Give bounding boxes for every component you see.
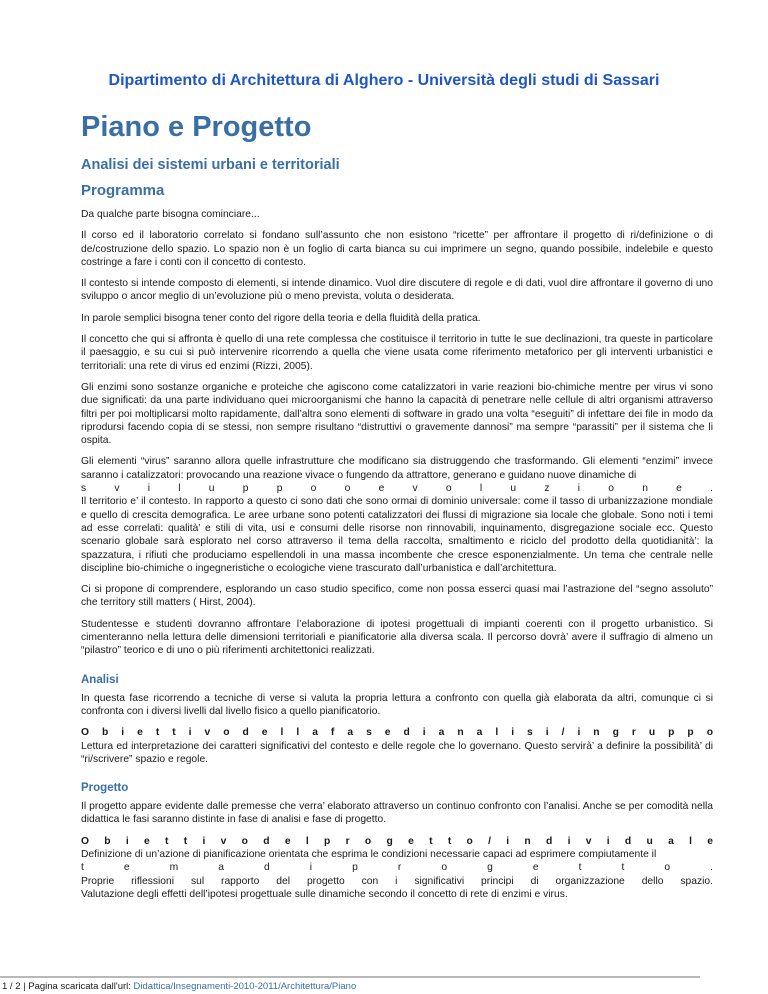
- progetto-heading: Progetto: [81, 782, 129, 795]
- analisi-heading: Analisi: [81, 673, 119, 686]
- closing-paragraph-1: Ci si propone di comprendere, esplorando un caso studio specifico, come non possa esserci quasi mai l’astrazione del “segno assoluto” che territory still matters ( Hirst, 2004).: [81, 584, 713, 609]
- footer-divider: [0, 976, 700, 978]
- programma-paragraph-5: Il concetto che qui si affronta è quello di una rete complessa che costituisce il territorio in tutte le sue declinazioni, tra queste in particolare il paesaggio, e su cui si può intervenire ricorrendo a quella che viene usata come riferimento metaforico per gli interventi urbanistici e territoriali: una rete di virus ed enzimi (Rizzi, 2005).: [81, 334, 713, 372]
- page-title: Piano e Progetto: [81, 111, 312, 143]
- programma-paragraph-6: Gli enzimi sono sostanze organiche e proteiche che agiscono come catalizzatori in varie reazioni bio-chimiche mentre per virus vi sono due significati: da una parte individuano quei microorganismi che hanno la capacità di penetrare nelle cellule di altri organismi attraverso filtri per poi moltiplicarsi molto rapidamente, dall’altra sono elementi di software in grado una volta “eseguiti” di infettare dei file in modo da riprodursi facendo copia di se stessi, non sempre risultano “distruttivi o gravemente dannosi” ma sempre “parassiti” per il sistema che li ospita.: [81, 381, 713, 447]
- elementi-spaced-line: s v i l u p p o o e v o l u z i o n e .: [81, 483, 713, 495]
- programma-paragraph-3: Il contesto si intende composto di elementi, si intende dinamico. Vuol dire discutere di regole e di dati, vuol dire affrontare il governo di uno sviluppo o ancor meglio di un’evoluzione più o meno prevista, voluta o desiderata.: [81, 278, 713, 303]
- analisi-obiettivo-label: O b i e t t i v o d e l l a f a s e d i a n a l i s i / i n g r u p p o: [81, 727, 713, 739]
- progetto-riflessioni-line: Proprie riflessioni sul rapporto del progetto con i significativi principi di organizzazione dello spazio.: [81, 875, 713, 887]
- progetto-obiettivo: [81, 835, 713, 901]
- closing-paragraph-2: Studentesse e studenti dovranno affrontare l’elaborazione di ipotesi progettuali di impianti coerenti con il progetto urbanistico. Si cimenteranno nella lettura delle dimensioni territoriali e pianificatorie alla diversa scala. Il percorso dovrà’ avere il suffragio di almeno un “pilastro” teorico e di uno o più riferimenti architettonici realizzati.: [81, 618, 713, 657]
- elementi-intro: Gli elementi “virus” saranno allora quelle infrastrutture che modificano sia distruggendo che trasformando. Gli elementi “enzimi” invece saranno i catalizzatori: provocando una reazione vivace o fungendo da attrattore, generano e guidano nuove dinamiche di: [81, 456, 713, 481]
- analisi-paragraph: In questa fase ricorrendo a tecniche di verse si valuta la propria lettura a confronto con quella già elaborata da altri, comunque ci si confronta con i diversi livelli dal livello fisico a quello pianificatorio.: [81, 692, 713, 717]
- programma-paragraph-2: Il corso ed il laboratorio correlato si fondano sull’assunto che non esistono “ricette” per affrontare il progetto di ri/definizione o di de/costruzione dello spazio. Lo spazio non è un foglio di carta bianca su cui imprimere un segno, quando possibile, indelebile e questo costringe a fare i conti con il concetto di contesto.: [81, 230, 713, 268]
- progetto-obiettivo-label: O b i e t t i v o d e l p r o g e t t o / i n d i v i d u a l e: [81, 835, 713, 847]
- elementi-paragraph: [81, 455, 713, 575]
- programma-paragraph-1: Da qualche parte bisogna cominciare...: [81, 209, 260, 220]
- page-subtitle: Analisi dei sistemi urbani e territoriali: [81, 157, 340, 173]
- progetto-tema-line: t e m a d i p r o g e t t o .: [81, 862, 713, 874]
- elementi-rest: Il territorio e’ il contesto. In rapporto a questo ci sono dati che sono ormai di dominio universale: come il tasso di urbanizzazione mondiale e quello di crescita demografica. Le aree urbane sono potenti catalizzatori dei flussi di migrazione sia locale che globale. Sono noti i temi ad esse correlati: qualità’ e stili di vita, usi e consumi delle risorse non rinnovabili, inquinamento, disgregazione sociale ecc. Questo scenario globale sarà esplorato nel corso attraverso il tema della raccolta, smaltimento e riciclo del prodotto della quotidianità’: la spazzatura, i rifiuti che produciamo espellendoli in una massa incombente che cresce esponenzialmente. Un tema che centrale nelle discipline bio-chimiche o ingegneristiche o ecologiche viene trascurato dall’urbanistica e dall’architettura.: [81, 496, 713, 574]
- analisi-obiettivo-text: Lettura ed interpretazione dei caratteri significativi del contesto e delle regole che lo governano. Questo servirà’ a definire la possibilità’ di “ri/scrivere” spazio e regole.: [81, 740, 713, 765]
- page-footer: [2, 981, 356, 992]
- analisi-obiettivo: [81, 726, 713, 766]
- document-body: [81, 110, 713, 909]
- footer-url-link[interactable]: Didattica/Insegnamenti-2010-2011/Architettura/Piano: [133, 981, 357, 992]
- progetto-paragraph: Il progetto appare evidente dalle premesse che verra’ elaborato attraverso un continuo confronto con l’analisi. Anche se per comodità nella didattica le fasi saranno distinte in fase di analisi e fase di progetto.: [81, 801, 713, 826]
- programma-paragraph-4: In parole semplici bisogna tener conto del rigore della teoria e della fluidità della pratica.: [81, 312, 481, 324]
- footer-prefix: 1 / 2 | Pagina scaricata dall'url:: [2, 981, 134, 992]
- progetto-obiettivo-text: Definizione di un’azione di pianificazione orientata che esprima le condizioni necessarie capaci ad esprimere compiutamente il: [81, 848, 657, 860]
- department-header: Dipartimento di Architettura di Alghero - Università degli studi di Sassari: [108, 72, 660, 89]
- programma-heading: Programma: [81, 182, 165, 199]
- progetto-valutazione-line: Valutazione degli effetti dell’ipotesi progettuale sulle dinamiche secondo il concetto di rete di enzimi e virus.: [81, 888, 568, 900]
